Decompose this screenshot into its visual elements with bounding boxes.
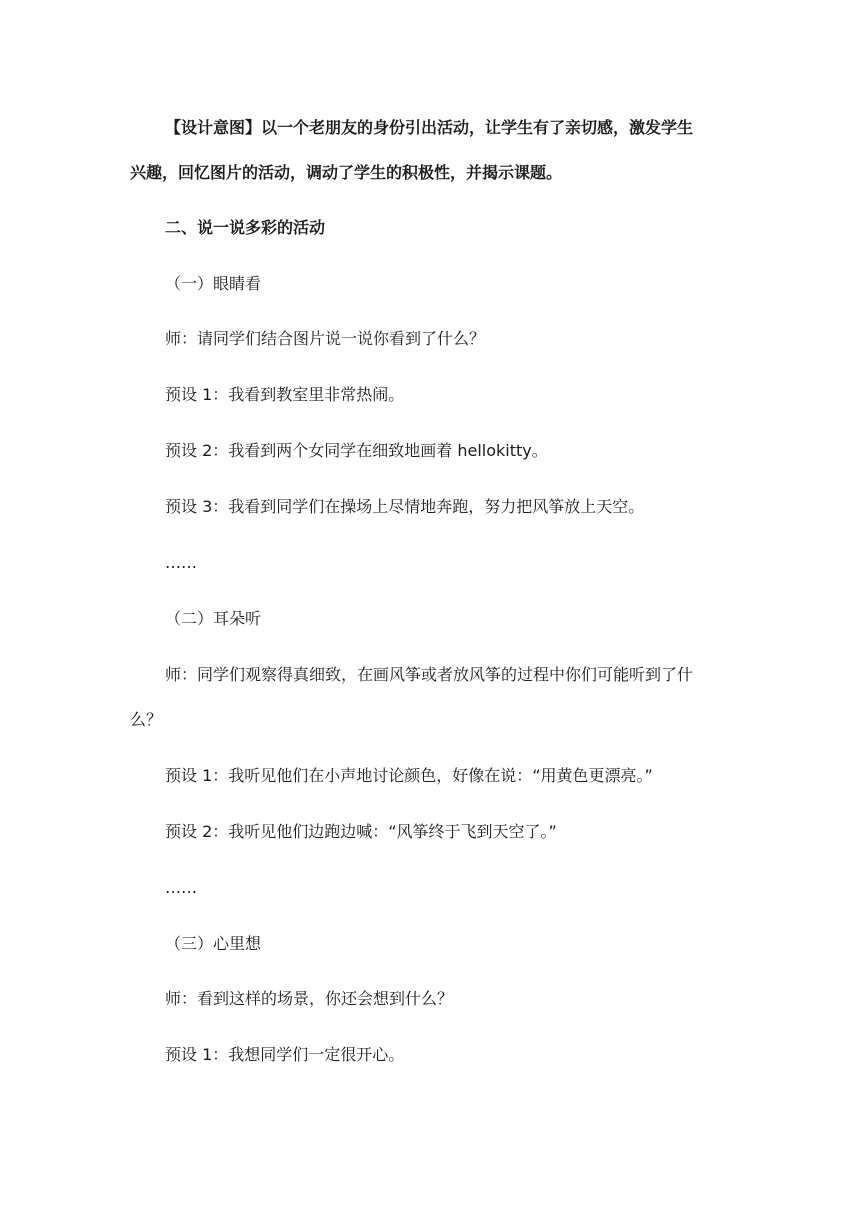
ellipsis-1: …… bbox=[165, 553, 197, 572]
teacher-question-3: 师：看到这样的场景，你还会想到什么？ bbox=[165, 989, 454, 1008]
teacher-question-1: 师：请同学们结合图片说一说你看到了什么？ bbox=[165, 329, 486, 348]
part1-preset-2: 预设 2：我看到两个女同学在细致地画着 hellokitty。 bbox=[165, 441, 548, 460]
section-title: 二、说一说多彩的活动 bbox=[165, 218, 326, 237]
teacher-question-2-line-1: 师：同学们观察得真细致，在画风筝或者放风筝的过程中你们可能听到了什 bbox=[165, 665, 694, 684]
part3-title: （三）心里想 bbox=[165, 934, 262, 953]
design-intent-line-2: 兴趣，回忆图片的活动，调动了学生的积极性，并揭示课题。 bbox=[130, 163, 563, 182]
ellipsis-2: …… bbox=[165, 878, 197, 897]
part2-title: （二）耳朵听 bbox=[165, 609, 262, 628]
part2-preset-2: 预设 2：我听见他们边跑边喊：“风筝终于飞到天空了。” bbox=[165, 822, 557, 841]
teacher-question-2-line-2: 么？ bbox=[130, 710, 163, 729]
design-intent-line-1: 【设计意图】以一个老朋友的身份引出活动，让学生有了亲切感，激发学生 bbox=[165, 118, 694, 137]
part1-title: （一）眼睛看 bbox=[165, 274, 262, 293]
part1-preset-3: 预设 3：我看到同学们在操场上尽情地奔跑，努力把风筝放上天空。 bbox=[165, 497, 645, 516]
part1-preset-1: 预设 1：我看到教室里非常热闹。 bbox=[165, 385, 405, 404]
part3-preset-1: 预设 1：我想同学们一定很开心。 bbox=[165, 1045, 405, 1064]
part2-preset-1: 预设 1：我听见他们在小声地讨论颜色，好像在说：“用黄色更漂亮。” bbox=[165, 766, 653, 785]
